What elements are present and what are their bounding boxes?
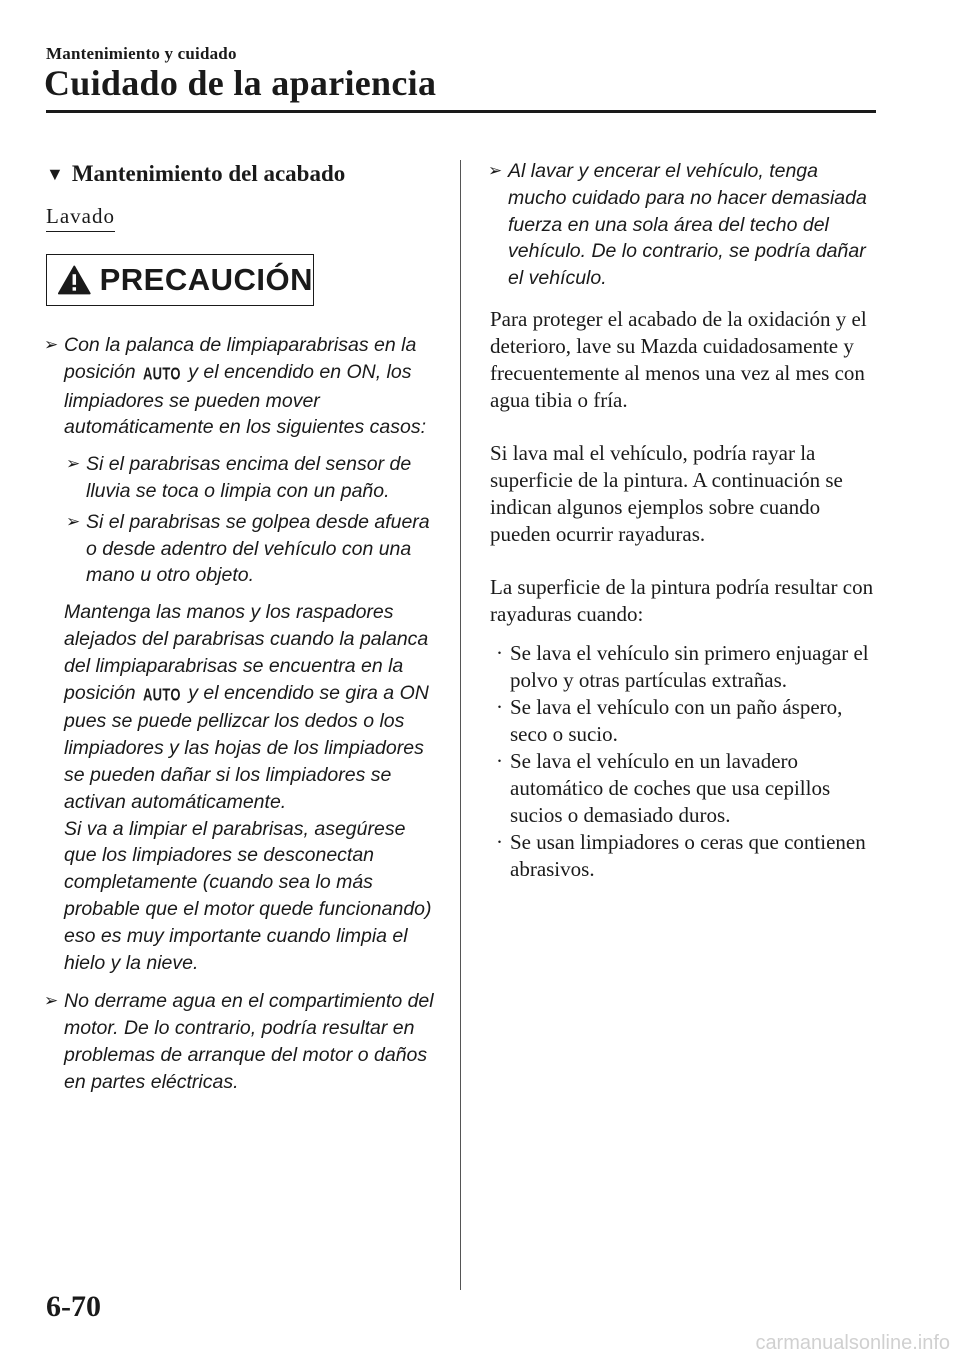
auto-position-icon: AUTO (142, 683, 181, 704)
arrowhead-bullet-icon: ➢ (66, 511, 81, 531)
left-column (46, 158, 436, 1106)
caution-item (490, 158, 874, 292)
title-rule (46, 110, 876, 113)
caution-content (46, 332, 436, 1096)
list-item-text: Se lava el vehículo sin primero enjuagar el polvo y otras partículas extrañas. (510, 640, 869, 692)
subsection-title: Lavado (46, 202, 115, 232)
caution-subitem (46, 451, 436, 505)
caution-subitem-text: Si el parabrisas se golpea desde afuera o desde adentro del vehículo con una mano u otro objeto. (86, 510, 430, 587)
list-item (490, 748, 874, 829)
auto-position-icon: AUTO (142, 362, 181, 384)
caution-item-text: Al lavar y encerar el vehículo, tenga mucho cuidado para no hacer demasiada fuerza en una sola área del techo del vehículo. De lo contrario, se podría dañar el vehículo. (508, 160, 867, 290)
list-item-text: Se lava el vehículo con un paño áspero, seco o sucio. (510, 694, 843, 746)
bullet-dot-icon: · (496, 694, 503, 719)
chapter-label: Mantenimiento y cuidado (46, 44, 237, 63)
watermark: carmanualsonline.info (755, 1332, 950, 1354)
caution-item (46, 332, 436, 441)
list-item-text: Se lava el vehículo en un lavadero automático de coches que usa cepillos sucios o demasiado duros. (510, 748, 831, 827)
list-item-text: Se usan limpiadores o ceras que contienen abrasivos. (510, 829, 866, 881)
paragraph: La superficie de la pintura podría resultar con rayaduras cuando: (490, 574, 874, 626)
page-number: 6-70 (46, 1290, 101, 1323)
list-item (490, 640, 874, 694)
arrowhead-bullet-icon: ➢ (44, 991, 59, 1011)
arrowhead-bullet-icon: ➢ (44, 335, 59, 354)
bullet-dot-icon: · (496, 829, 503, 854)
section-title: Mantenimiento del acabado (71, 161, 346, 186)
caution-paragraph-text: Si va a limpiar el parabrisas, asegúrese que los limpiadores se desconectan completamente (cuando sea lo más probable que el motor quede funcionando) eso es muy importante cuando limpia el hielo y la nieve. (64, 817, 432, 974)
section-heading (46, 158, 436, 190)
column-divider (460, 160, 461, 1290)
page-title: Cuidado de la apariencia (44, 63, 437, 103)
paragraph: Si lava mal el vehículo, podría rayar la superficie de la pintura. A continuación se indican algunos ejemplos sobre cuando pueden ocurrir rayaduras. (490, 440, 843, 546)
paragraph: Para proteger el acabado de la oxidación y el deterioro, lave su Mazda cuidadosamente y frecuentemente al menos una vez al mes con agua tibia o fría. (490, 306, 867, 412)
warning-triangle-icon (57, 264, 92, 296)
list-item (490, 694, 874, 748)
bullet-dot-icon: · (496, 748, 503, 773)
bullet-dot-icon: · (496, 640, 503, 665)
caution-item-text: No derrame agua en el compartimiento del motor. De lo contrario, podría resultar en problemas de arranque del motor o daños en partes eléctricas. (64, 990, 434, 1093)
triangle-down-icon: ▼ (46, 164, 64, 184)
caution-paragraph (46, 599, 436, 976)
caution-paragraph-text: y el encendido se gira a ON pues se puede pellizcar los dedos o los limpiadores y las hojas de los limpiadores se pueden dañar si los limpiadores se activan automáticamente. (64, 681, 429, 813)
caution-item (46, 988, 436, 1095)
list-item (490, 829, 874, 883)
caution-box (46, 254, 314, 306)
right-column (490, 158, 874, 883)
arrowhead-bullet-icon: ➢ (488, 161, 503, 180)
caution-item-text: Con la palanca de limpiaparabrisas en la posición (64, 334, 417, 383)
caution-paragraph-text: Mantenga las manos y los raspadores alejados del parabrisas cuando la palanca del limpiaparabrisas se encuentra en la posición (64, 601, 429, 704)
caution-subitem-text: Si el parabrisas encima del sensor de lluvia se toca o limpia con un paño. (86, 453, 412, 502)
arrowhead-bullet-icon: ➢ (66, 454, 81, 474)
caution-subitem (46, 509, 436, 589)
caution-label: PRECAUCIÓN (99, 262, 313, 297)
caution-item-text: y el encendido en ON, los limpiadores se pueden mover automáticamente en los siguientes casos: (64, 360, 427, 439)
